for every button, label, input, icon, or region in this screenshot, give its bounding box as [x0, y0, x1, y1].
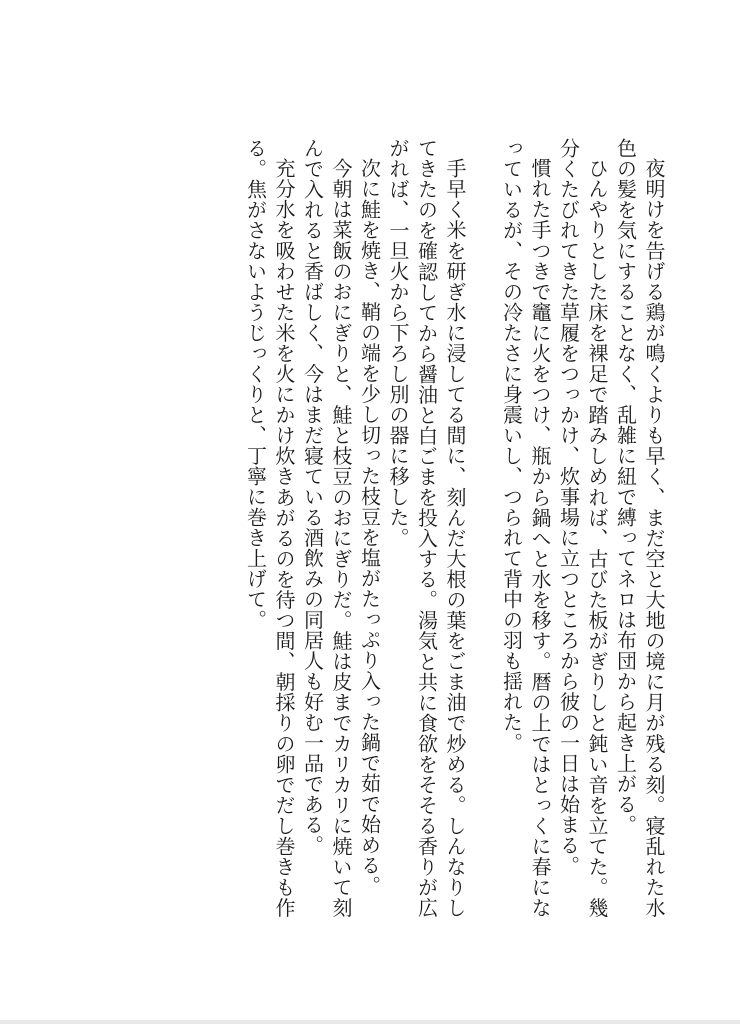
- paragraph-2: ひんやりとした床を裸足で踏みしめれば、古びた板がぎりしと鈍い音を立てた。幾分くたびれてきた草履をつっかけ、炊事場に立つところから彼の一日は始まる。: [556, 138, 609, 918]
- paragraph-3: 慣れた手つきで竈に火をつけ、瓶から鍋へと水を移す。暦の上ではとっくに春になっているが、その冷たさに身震いし、つられて背中の羽も揺れた。: [499, 138, 552, 918]
- paragraph-1: 夜明けを告げる鶏が鳴くよりも早く、まだ空と大地の境に月が残る刻。寝乱れた水色の髪を気にすることなく、乱雑に紐で縛ってネロは布団から起き上がる。: [613, 138, 666, 918]
- page-bottom-edge: [0, 1020, 740, 1024]
- paragraph-5: 次に鮭を焼き、鞘の端を少し切った枝豆を塩がたっぷり入った鍋で茹で始める。: [357, 158, 382, 896]
- paragraph-7: 充分水を吸わせた米を火にかけ炊きあがるのを待つ間、朝採りの卵でだし巻きも作る。焦がさないようじっくりと、丁寧に巻き上げて。: [243, 138, 296, 919]
- paragraph-6: 今朝は菜飯のおにぎりと、鮭と枝豆のおにぎりだ。鮭は皮までカリカリに焼いて刻んで入れると香ばしく、今はまだ寝ている酒飲みの同居人も好む一品である。: [300, 138, 353, 918]
- paragraph-4: 手早く米を研ぎ水に浸してる間に、刻んだ大根の葉をごま油で炒める。しんなりしてきたのを確認してから醤油と白ごまを投入する。湯気と共に食欲をそそる香りが広がれば、一旦火から下ろし別の器に移した。: [386, 138, 467, 919]
- vertical-text-body: [213, 138, 668, 918]
